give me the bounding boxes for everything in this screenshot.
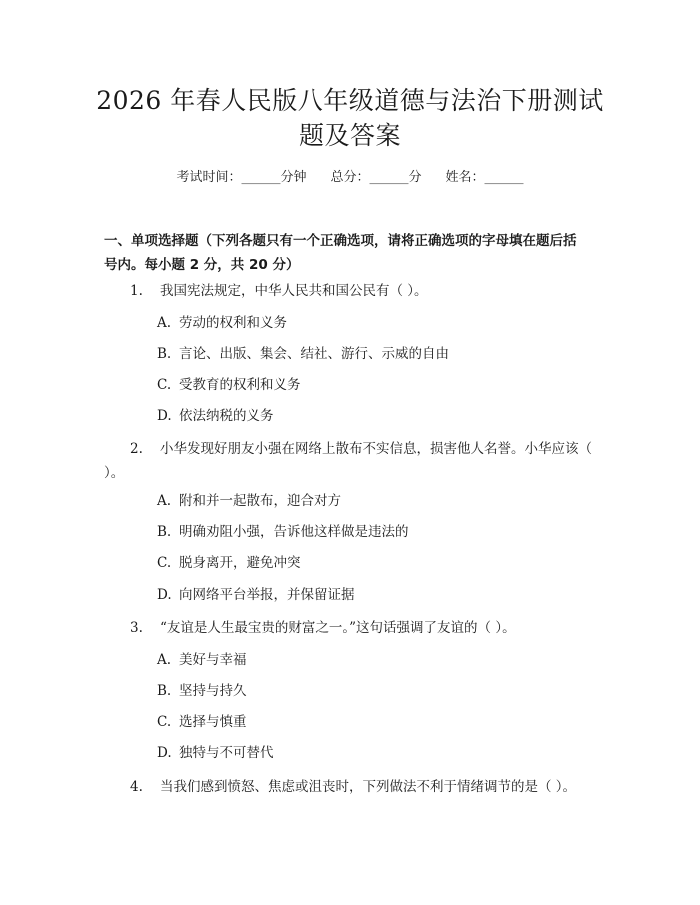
option-text: 美好与幸福	[179, 652, 247, 668]
option-letter: D.	[157, 745, 172, 761]
option-b	[157, 342, 449, 366]
question-text: 小华发现好朋友小强在网络上散布不实信息，损害他人名誉。小华应该（ ）。	[104, 441, 592, 481]
option-letter: D.	[157, 408, 172, 424]
option-text: 附和并一起散布，迎合对方	[179, 493, 341, 509]
question-number: 1.	[130, 283, 143, 299]
question-text: 当我们感到愤怒、焦虑或沮丧时，下列做法不利于情绪调节的是（ ）。	[160, 779, 577, 795]
option-text: 选择与慎重	[179, 714, 247, 730]
question-number: 2.	[130, 441, 143, 457]
option-text: 脱身离开，避免冲突	[179, 555, 301, 571]
option-d	[157, 404, 274, 428]
option-text: 坚持与持久	[179, 683, 247, 699]
option-c	[157, 710, 247, 734]
student-name-field: 姓名：______	[445, 170, 524, 185]
option-letter: B.	[157, 683, 172, 699]
question-number: 3.	[130, 620, 143, 636]
option-c	[157, 551, 301, 575]
option-text: 劳动的权利和义务	[179, 315, 287, 331]
question-number: 4.	[130, 779, 143, 795]
option-a	[157, 648, 247, 672]
option-d	[157, 741, 274, 765]
page-title-line1: 2026 年春人民版八年级道德与法治下册测试	[96, 86, 604, 115]
section-heading-line2: 号内。每小题 2 分，共 20 分）	[104, 257, 300, 273]
page-title-line2: 题及答案	[298, 121, 401, 150]
option-a	[157, 311, 287, 335]
option-d	[157, 583, 355, 607]
option-text: 言论、出版、集会、结社、游行、示威的自由	[179, 346, 449, 362]
exam-meta	[0, 168, 700, 188]
option-letter: A.	[157, 652, 172, 668]
exam-time-field: 考试时间：______分钟	[176, 170, 307, 185]
option-a	[157, 489, 341, 513]
section-heading-line1: 一、单项选择题（下列各题只有一个正确选项，请将正确选项的字母填在题后括	[104, 233, 577, 249]
option-letter: D.	[157, 587, 172, 603]
option-c	[157, 373, 301, 397]
option-text: 向网络平台举报，并保留证据	[179, 587, 355, 603]
option-b	[157, 679, 247, 703]
option-text: 依法纳税的义务	[179, 408, 274, 424]
option-letter: C.	[157, 377, 172, 393]
question-text: “友谊是人生最宝贵的财富之一。”这句话强调了友谊的（ ）。	[160, 620, 516, 636]
total-score-field: 总分：______分	[330, 170, 422, 185]
option-letter: C.	[157, 555, 172, 571]
option-b	[157, 520, 409, 544]
option-letter: B.	[157, 346, 172, 362]
option-letter: A.	[157, 493, 172, 509]
option-letter: C.	[157, 714, 172, 730]
option-text: 独特与不可替代	[179, 745, 274, 761]
option-letter: B.	[157, 524, 172, 540]
question-text: 我国宪法规定，中华人民共和国公民有（ ）。	[160, 283, 428, 299]
option-text: 明确劝阻小强，告诉他这样做是违法的	[179, 524, 409, 540]
option-letter: A.	[157, 315, 172, 331]
option-text: 受教育的权利和义务	[179, 377, 301, 393]
section-heading	[104, 229, 604, 277]
